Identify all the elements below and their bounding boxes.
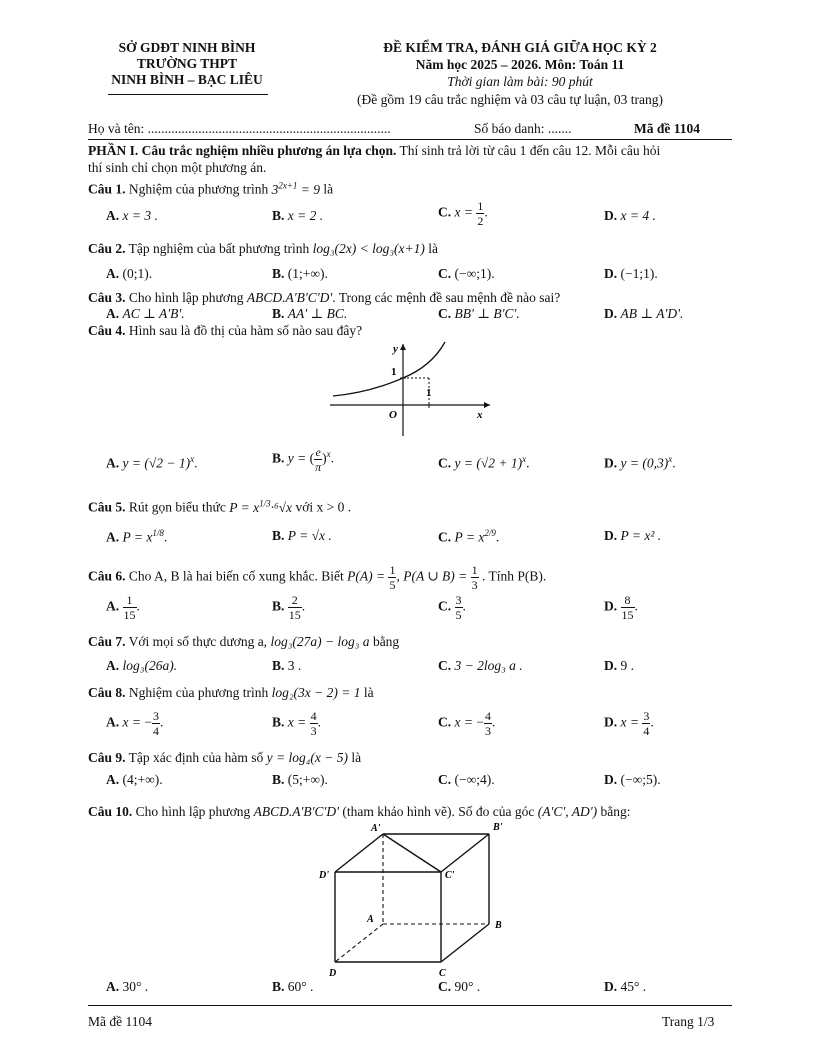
q7-option-c[interactable]: C. 3 − 2log₃ a .: [438, 658, 523, 673]
vertex-b1: B': [493, 822, 503, 833]
header-divider: [88, 139, 732, 140]
q8-option-c[interactable]: C. x = − $\frac{4}{3}$ .: [438, 709, 496, 738]
exam-year-subject: Năm học 2025 – 2026. Môn: Toán 11: [415, 57, 625, 72]
q2-option-d[interactable]: D. (−1;1).: [604, 266, 658, 281]
footer-divider: [88, 1005, 732, 1006]
eq-base: 3: [271, 181, 279, 197]
vertex-b: B: [495, 920, 502, 931]
question-3: Câu 3. Cho hình lập phương ABCD.A'B'C'D'. Trong các mệnh đề sau mệnh đề nào sai?: [88, 290, 561, 305]
vertex-a: A: [367, 914, 374, 925]
part1-instruction: Thí sinh trả lời từ câu 1 đến câu 12. Mỗi câu hỏi: [396, 143, 661, 158]
q6-option-a[interactable]: A. $\frac{1}{15}$ .: [106, 593, 140, 622]
question-6: Câu 6. Cho A, B là hai biến cố xung khắc. Biết P(A) = $\frac{1}{5}$ , P(A ∪ B) = $\frac{1}{3}$ . Tính P(B).: [88, 563, 547, 592]
graph-origin-label: O: [389, 409, 397, 421]
q3-option-a[interactable]: A. AC ⊥ A'B'.: [106, 306, 185, 321]
q1-option-a[interactable]: A. x = 3 .: [106, 208, 158, 223]
q10-option-d[interactable]: D. 45° .: [604, 979, 647, 994]
q1-option-c[interactable]: C. x = $\frac{1}{2}$ .: [438, 199, 488, 228]
footer-page-number: Trang 1/3: [662, 1014, 715, 1029]
question-2: Câu 2. Tập nghiệm của bất phương trình log₃(2x) < log₃(x+1) là: [88, 241, 439, 256]
q8-option-a[interactable]: A. x = − $\frac{3}{4}$ .: [106, 709, 164, 738]
q8-option-d[interactable]: D. x = $\frac{3}{4}$ .: [604, 709, 654, 738]
vertex-c: C: [439, 968, 446, 979]
q7-option-d[interactable]: D. 9 .: [604, 658, 634, 673]
q2-option-a[interactable]: A. (0;1).: [106, 266, 153, 281]
eq-exponent: 2x+1: [278, 180, 298, 190]
q4-option-d[interactable]: D. $y = (0,3)^x$.: [604, 454, 676, 471]
q6-option-c[interactable]: C. $\frac{3}{5}$ .: [438, 593, 466, 622]
q6-option-b[interactable]: B. $\frac{2}{15}$ .: [272, 593, 306, 622]
school-type: TRƯỜNG THPT: [136, 56, 238, 71]
header-left-underline: [108, 94, 268, 95]
q7-option-a[interactable]: A. log₃(26a).: [106, 658, 178, 673]
eq-rhs: = 9: [300, 181, 321, 197]
exponential-graph: [325, 338, 495, 438]
q2-option-b[interactable]: B. (1;+∞).: [272, 266, 328, 281]
footer-exam-code: Mã đề 1104: [88, 1014, 152, 1029]
question-1: [88, 180, 333, 198]
student-id-field: Số báo danh: .......: [474, 121, 572, 136]
question-4: Câu 4. Hình sau là đồ thị của hàm số nào sau đây?: [88, 323, 363, 338]
graph-one-x: 1: [426, 387, 432, 399]
inequality-expression: log₃(2x) < log₃(x+1): [312, 241, 425, 256]
question-9: Câu 9. Tập xác định của hàm số y = log₄(x − 5) là: [88, 750, 362, 765]
cube-figure: [315, 820, 515, 980]
vertex-d: D: [329, 968, 337, 979]
question-5: Câu 5. Rút gọn biểu thức $P = x^{1/3}\cdot^6√x$ với x > 0 .: [88, 498, 352, 515]
vertex-a1: A': [371, 823, 381, 834]
student-name-field: Họ và tên: ........................................................................: [88, 121, 391, 136]
exam-note: (Đề gồm 19 câu trắc nghiệm và 03 câu tự luận, 03 trang): [356, 92, 664, 107]
question-tail: là: [323, 181, 334, 197]
question-7: Câu 7. Với mọi số thực dương a, log₃(27a) − log₃ a bằng: [88, 634, 400, 649]
q10-option-b[interactable]: B. 60° .: [272, 979, 314, 994]
q3-option-b[interactable]: B. AA' ⊥ BC.: [272, 306, 348, 321]
question-label: Câu 1.: [88, 181, 126, 197]
question-text: Nghiệm của phương trình: [128, 181, 269, 197]
q5-option-a[interactable]: A. $P = x^{1/8}$.: [106, 528, 168, 545]
q8-option-b[interactable]: B. x = $\frac{4}{3}$ .: [272, 709, 321, 738]
q9-option-c[interactable]: C. (−∞;4).: [438, 772, 495, 787]
q4-option-a[interactable]: A. $y = (√2 - 1)^x$.: [106, 454, 198, 471]
graph-x-label: x: [477, 409, 483, 421]
q9-option-a[interactable]: A. (4;+∞).: [106, 772, 163, 787]
q9-option-d[interactable]: D. (−∞;5).: [604, 772, 661, 787]
q4-option-c[interactable]: C. $y = (√2 + 1)^x$.: [438, 454, 530, 471]
part1-heading: PHẦN I. Câu trắc nghiệm nhiều phương án lựa chọn.: [88, 143, 397, 158]
q3-option-c[interactable]: C. BB' ⊥ B'C'.: [438, 306, 520, 321]
vertex-d1: D': [319, 870, 329, 881]
q4-option-b[interactable]: B. y = ( $\frac{e}{\pi}$ )$^x$.: [272, 445, 335, 474]
q7-option-b[interactable]: B. 3 .: [272, 658, 302, 673]
graph-one-y: 1: [391, 366, 397, 378]
question-10: Câu 10. Cho hình lập phương ABCD.A'B'C'D' (tham khảo hình vẽ). Số đo của góc (A'C', AD') bằng:: [88, 804, 631, 819]
q10-option-c[interactable]: C. 90° .: [438, 979, 481, 994]
exam-time: Thời gian làm bài: 90 phút: [447, 74, 593, 89]
q9-option-b[interactable]: B. (5;+∞).: [272, 772, 328, 787]
q3-option-d[interactable]: D. AB ⊥ A'D'.: [604, 306, 684, 321]
q1-option-d[interactable]: D. x = 4 .: [604, 208, 656, 223]
q5-option-b[interactable]: B. P = √x .: [272, 528, 332, 543]
q6-option-d[interactable]: D. $\frac{8}{15}$ .: [604, 593, 638, 622]
exam-code: Mã đề 1104: [634, 121, 700, 136]
vertex-c1: C': [445, 870, 455, 881]
part1-instruction-2: thí sinh chỉ chọn một phương án.: [88, 160, 267, 175]
graph-y-label: y: [393, 343, 398, 355]
q2-option-c[interactable]: C. (−∞;1).: [438, 266, 495, 281]
q10-option-a[interactable]: A. 30° .: [106, 979, 149, 994]
question-8: Câu 8. Nghiệm của phương trình log₂(3x − 2) = 1 là: [88, 685, 374, 700]
q5-option-d[interactable]: D. P = x² .: [604, 528, 662, 543]
school-name: NINH BÌNH – BẠC LIÊU: [111, 72, 263, 87]
exam-title: ĐỀ KIỂM TRA, ĐÁNH GIÁ GIỮA HỌC KỲ 2: [383, 40, 657, 55]
dept-name: SỞ GDĐT NINH BÌNH: [118, 40, 256, 55]
q5-option-c[interactable]: C. $P = x^{2/9}$.: [438, 528, 500, 545]
q1-option-b[interactable]: B. x = 2 .: [272, 208, 324, 223]
